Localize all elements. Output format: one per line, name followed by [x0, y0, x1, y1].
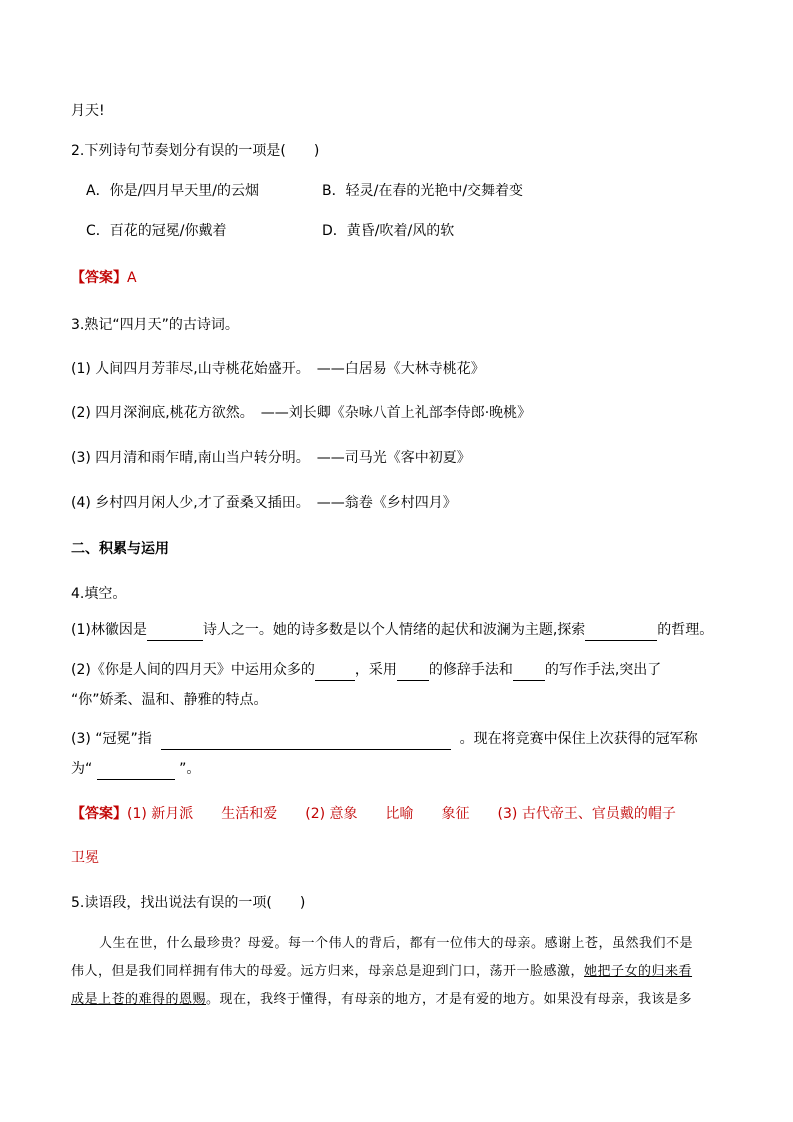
answer-value: (1) 新月派 生活和爱 (2) 意象 比喻 象征 (3) 古代帝王、官员戴的帽子 [127, 806, 676, 822]
q4-s2-text-c: 的修辞手法和 [428, 662, 513, 678]
answer-tag: 【答案】 [71, 806, 127, 822]
answer-tag: 【答案】 [71, 270, 127, 286]
q2-option-b: B．轻灵/在春的光艳中/交舞着变 [322, 183, 524, 199]
blank-field[interactable] [147, 620, 203, 641]
blank-field[interactable] [513, 660, 545, 681]
section-heading: 二、积累与运用 [71, 541, 169, 557]
q4-s1-text-c: 的哲理。 [657, 622, 714, 638]
question-2-stem: 2.下列诗句节奏划分有误的一项是( ) [71, 143, 320, 159]
q3-item-4: (4) 乡村四月闲人少,才了蚕桑又插田。 ——翁卷《乡村四月》 [71, 495, 457, 511]
q4-s2-text-b: ，采用 [354, 662, 397, 678]
q4-s3-text-b: 。现在将竞赛中保住上次获得的冠军称 [459, 731, 698, 747]
q2-answer [71, 268, 137, 288]
q3-item-1: (1) 人间四月芳菲尽,山寺桃花始盛开。 ——白居易《大林寺桃花》 [71, 361, 485, 377]
blank-field[interactable] [585, 620, 657, 641]
passage-text: 。现在，我终于懂得，有母亲的地方，才是有爱的地方。如果没有母亲，我该是多 [206, 992, 693, 1007]
continued-text: 月天! [71, 103, 105, 119]
q4-s3-text-a: (3) “冠冕”指 [71, 731, 152, 747]
underlined-sentence: 成是上苍的难得的恩赐 [71, 992, 207, 1007]
passage-line-3 [71, 986, 726, 1014]
q3-item-2: (2) 四月深涧底,桃花方欲然。 ——刘长卿《杂咏八首上礼部李侍郎·晚桃》 [71, 405, 532, 421]
q4-sub-3 [71, 729, 698, 750]
q4-s3-text-d: ”。 [179, 761, 201, 777]
question-4-stem: 4.填空。 [71, 586, 127, 602]
answer-value: A [127, 270, 137, 286]
q2-option-d: D．黄昏/吹着/风的软 [322, 223, 455, 239]
q4-answer-cont: 卫冕 [71, 850, 99, 866]
blank-field[interactable] [397, 660, 429, 681]
q4-s2-text-d: 的写作手法,突出了 [544, 662, 662, 678]
blank-field[interactable] [161, 729, 451, 750]
passage-line-1: 人生在世，什么最珍贵？母爱。每一个伟人的背后，都有一位伟大的母亲。感谢上苍，虽然我们不是 [99, 936, 694, 951]
question-3-stem: 3.熟记“四月天”的古诗词。 [71, 317, 239, 333]
q4-s3-text-c: 为“ [71, 761, 93, 777]
passage-text: 伟人，但是我们同样拥有伟大的母爱。远方归来，母亲总是迎到门口，荡开一脸感激， [71, 964, 585, 979]
q2-option-a: A．你是/四月早天里/的云烟 [86, 183, 260, 199]
q4-s1-text-b: 诗人之一。她的诗多数是以个人情绪的起伏和波澜为主题,探索 [202, 622, 586, 638]
q4-sub-1 [71, 620, 713, 641]
passage-line-2 [71, 958, 726, 986]
q4-sub-2 [71, 660, 661, 681]
blank-field[interactable] [315, 660, 355, 681]
q4-s2-text-a: (2)《你是人间的四月天》中运用众多的 [71, 662, 315, 678]
q4-sub-3-cont [71, 759, 200, 780]
q4-sub-2-cont: “你”娇柔、温和、静雅的特点。 [71, 692, 268, 708]
question-5-stem: 5.读语段，找出说法有误的一项( ) [71, 895, 306, 911]
blank-field[interactable] [97, 759, 175, 780]
reading-passage [71, 930, 726, 1014]
q4-answer [71, 804, 676, 824]
q4-s1-text-a: (1)林徽因是 [71, 622, 147, 638]
q3-item-3: (3) 四月清和雨乍晴,南山当户转分明。 ——司马光《客中初夏》 [71, 450, 471, 466]
underlined-sentence: 她把子女的归来看 [584, 964, 693, 979]
q2-option-c: C．百花的冠冕/你戴着 [86, 223, 227, 239]
